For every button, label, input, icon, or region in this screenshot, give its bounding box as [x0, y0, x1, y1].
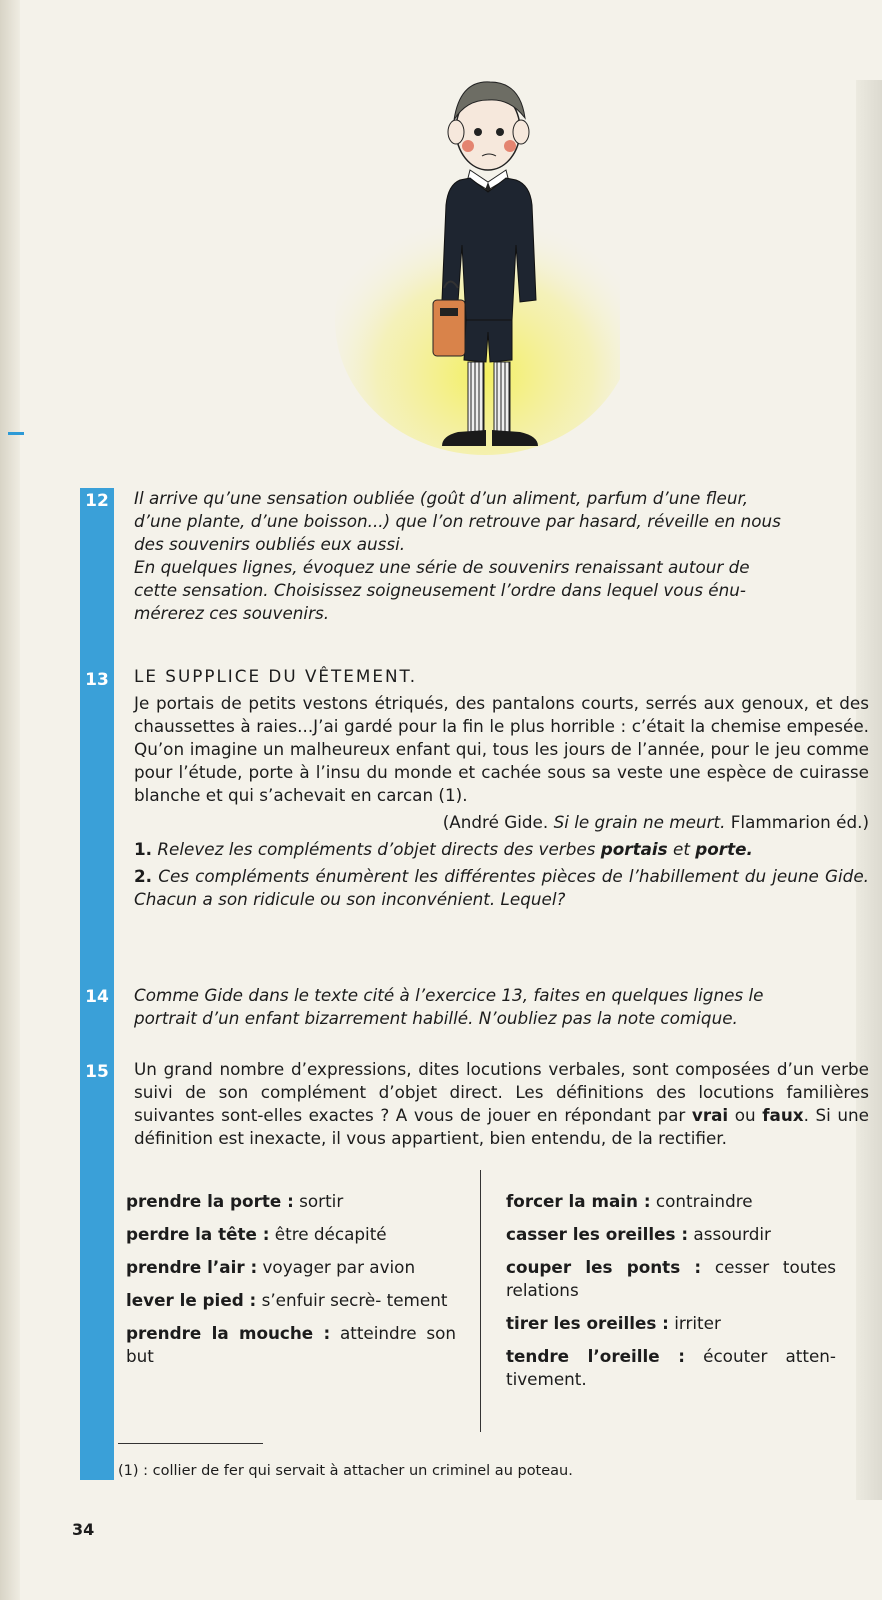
- ex12-line: Il arrive qu’une sensation oubliée (goût d’un aliment, parfum d’une fleur,: [134, 488, 749, 508]
- locution-entry: casser les oreilles : assourdir: [506, 1224, 771, 1244]
- footnote-rule: [118, 1443, 263, 1444]
- locution-entry: perdre la tête : être décapité: [126, 1224, 387, 1244]
- page-number: 34: [72, 1520, 95, 1539]
- ex12-line: des souvenirs oubliés eux aussi.: [134, 534, 406, 554]
- ex12-line: d’une plante, d’une boisson...) que l’on retrouve par hasard, réveille en nous: [134, 511, 781, 531]
- exercise-13-question-2: 2. Ces compléments énumèrent les différentes pièces de l’habillement du jeune Gide. Chacun a son ridicule ou son inconvénient. Lequel?: [134, 866, 869, 909]
- margin-marker: [8, 432, 24, 435]
- exercise-13: [134, 665, 869, 911]
- exercise-number-14: 14: [85, 987, 109, 1007]
- exercise-number-12: 12: [85, 491, 109, 511]
- column-divider: [480, 1170, 481, 1432]
- locution-entry: couper les ponts : cesser toutes relations: [506, 1257, 837, 1300]
- page-spine: [0, 0, 20, 1600]
- ex12-line: En quelques lignes, évoquez une série de souvenirs renaissant autour de: [134, 557, 750, 577]
- boy-illustration: [320, 70, 620, 470]
- exercise-15-intro: Un grand nombre d’expressions, dites locutions verbales, sont composées d’un verbe suivi de son complément d’objet direct. Les définitions des locutions familières suivantes sont-elles exactes ? A vous de jouer en répondant par vrai ou faux. Si une définition est inexacte, il vous appartient, bien entendu, de la rectifier.: [134, 1059, 869, 1148]
- footnote: (1) : collier de fer qui servait à attacher un criminel au poteau.: [118, 1463, 573, 1479]
- exercise-13-title: LE SUPPLICE DU VÊTEMENT.: [134, 666, 418, 686]
- gide-quotation: Je portais de petits vestons étriqués, des pantalons courts, serrés aux genoux, et des chaussettes à raies...J’ai gardé pour la fin le plus horrible : c’était la chemise empesée. Qu’on imagine un malheureux enfant qui, tous les jours de l’année, pour le jeu comme pour l’étude, porte à l’insu du monde et cachée sous sa veste une espèce de cuirasse blanche et qui s’achevait en carcan (1).: [134, 693, 869, 805]
- ex12-line: mérerez ces souvenirs.: [134, 603, 330, 623]
- exercise-number-15: 15: [85, 1062, 109, 1082]
- ex14-line: Comme Gide dans le texte cité à l’exercice 13, faites en quelques lignes le: [134, 985, 764, 1005]
- locutions-left-column: [126, 1190, 456, 1378]
- locution-entry: tirer les oreilles : irriter: [506, 1313, 721, 1333]
- locutions-right-column: [506, 1190, 836, 1401]
- exercise-14-text: [134, 984, 869, 1030]
- exercise-number-13: 13: [85, 670, 109, 690]
- locution-entry: prendre l’air : voyager par avion: [126, 1257, 416, 1277]
- locution-entry: prendre la mouche : atteindre son but: [126, 1323, 456, 1366]
- locution-entry: forcer la main : contraindre: [506, 1191, 753, 1211]
- locution-entry: lever le pied : s’enfuir secrè- tement: [126, 1290, 448, 1310]
- quotation-source: (André Gide. Si le grain ne meurt. Flammarion éd.): [442, 812, 869, 832]
- exercise-sidebar-bar: [80, 488, 114, 1480]
- exercise-13-question-1: 1. Relevez les compléments d’objet directs des verbes portais et porte.: [134, 839, 753, 859]
- locution-entry: tendre l’oreille : écouter atten- tivement.: [506, 1346, 836, 1389]
- exercise-12-text: [134, 487, 869, 625]
- ex12-line: cette sensation. Choisissez soigneusement l’ordre dans lequel vous énu-: [134, 580, 746, 600]
- ex14-line: portrait d’un enfant bizarrement habillé. N’oubliez pas la note comique.: [134, 1008, 738, 1028]
- locution-entry: prendre la porte : sortir: [126, 1191, 344, 1211]
